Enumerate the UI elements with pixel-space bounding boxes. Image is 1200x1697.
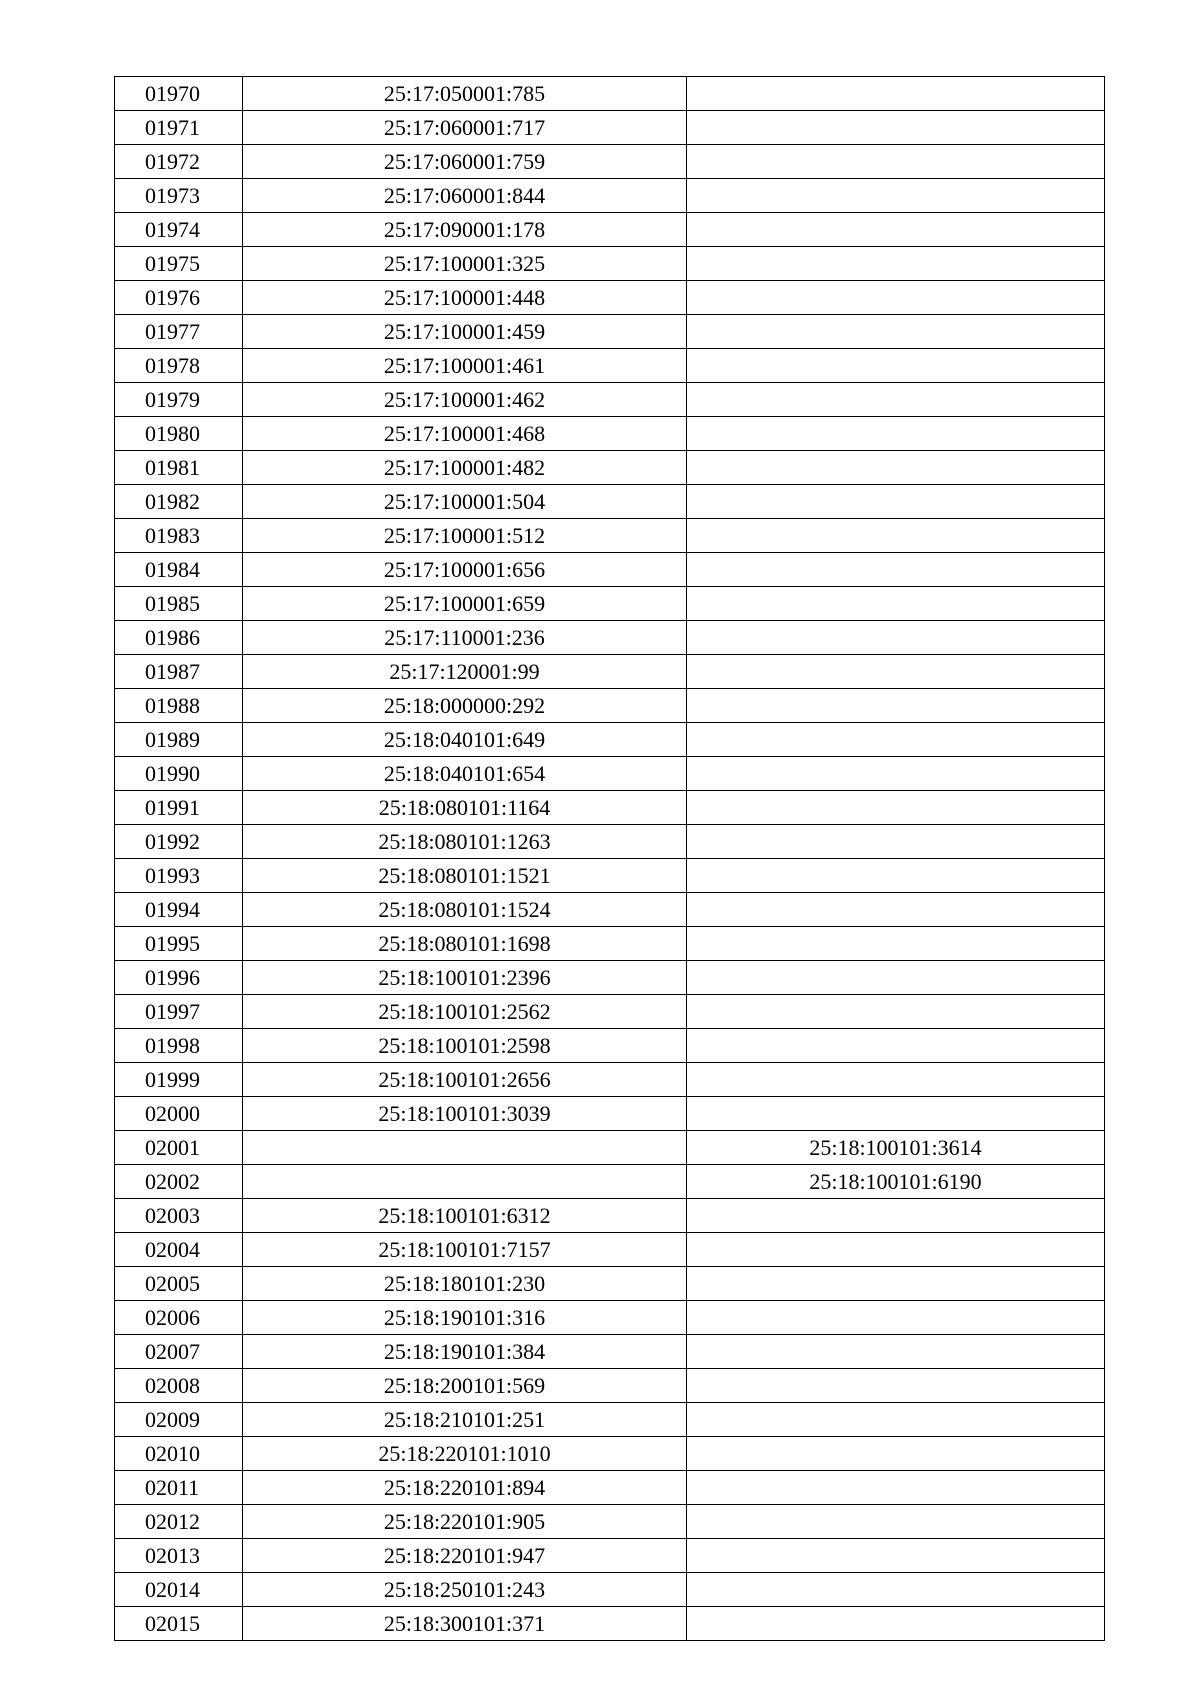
- table-row: [115, 213, 1105, 247]
- cadastral-number-cell: [243, 1131, 687, 1165]
- cadastral-number-cell: 25:18:220101:947: [243, 1539, 687, 1573]
- table-row: [115, 1403, 1105, 1437]
- row-number-cell: 01977: [115, 315, 243, 349]
- additional-cadastral-cell: [687, 1335, 1105, 1369]
- row-number-cell: 02008: [115, 1369, 243, 1403]
- additional-cadastral-cell: [687, 1301, 1105, 1335]
- additional-cadastral-cell: [687, 1063, 1105, 1097]
- cadastral-number-cell: 25:18:220101:1010: [243, 1437, 687, 1471]
- cadastral-number-cell: 25:17:100001:459: [243, 315, 687, 349]
- table-row: [115, 723, 1105, 757]
- additional-cadastral-cell: [687, 179, 1105, 213]
- row-number-cell: 01976: [115, 281, 243, 315]
- row-number-cell: 01992: [115, 825, 243, 859]
- table-row: [115, 145, 1105, 179]
- table-row: [115, 1607, 1105, 1641]
- additional-cadastral-cell: [687, 1403, 1105, 1437]
- additional-cadastral-cell: [687, 1267, 1105, 1301]
- additional-cadastral-cell: [687, 213, 1105, 247]
- cadastral-number-cell: 25:18:080101:1524: [243, 893, 687, 927]
- row-number-cell: 01999: [115, 1063, 243, 1097]
- cadastral-number-cell: 25:18:190101:384: [243, 1335, 687, 1369]
- table-row: [115, 553, 1105, 587]
- cadastral-number-cell: 25:18:100101:7157: [243, 1233, 687, 1267]
- cadastral-number-cell: 25:18:080101:1263: [243, 825, 687, 859]
- additional-cadastral-cell: [687, 1233, 1105, 1267]
- cadastral-number-cell: 25:18:200101:569: [243, 1369, 687, 1403]
- cadastral-number-cell: 25:17:060001:717: [243, 111, 687, 145]
- row-number-cell: 01995: [115, 927, 243, 961]
- table-row: [115, 825, 1105, 859]
- cadastral-number-cell: 25:18:300101:371: [243, 1607, 687, 1641]
- additional-cadastral-cell: [687, 1607, 1105, 1641]
- row-number-cell: 01972: [115, 145, 243, 179]
- table-row: [115, 349, 1105, 383]
- row-number-cell: 01988: [115, 689, 243, 723]
- cadastral-number-cell: [243, 1165, 687, 1199]
- additional-cadastral-cell: [687, 995, 1105, 1029]
- row-number-cell: 02013: [115, 1539, 243, 1573]
- cadastral-number-cell: 25:17:100001:468: [243, 417, 687, 451]
- cadastral-number-cell: 25:17:100001:482: [243, 451, 687, 485]
- additional-cadastral-cell: [687, 791, 1105, 825]
- cadastral-number-cell: 25:17:110001:236: [243, 621, 687, 655]
- row-number-cell: 01970: [115, 77, 243, 111]
- row-number-cell: 02004: [115, 1233, 243, 1267]
- row-number-cell: 01997: [115, 995, 243, 1029]
- additional-cadastral-cell: [687, 587, 1105, 621]
- row-number-cell: 02010: [115, 1437, 243, 1471]
- row-number-cell: 02014: [115, 1573, 243, 1607]
- cadastral-number-cell: 25:18:100101:2598: [243, 1029, 687, 1063]
- additional-cadastral-cell: [687, 247, 1105, 281]
- row-number-cell: 02007: [115, 1335, 243, 1369]
- table-row: [115, 111, 1105, 145]
- row-number-cell: 01998: [115, 1029, 243, 1063]
- additional-cadastral-cell: [687, 1029, 1105, 1063]
- cadastral-number-cell: 25:18:000000:292: [243, 689, 687, 723]
- table-row: [115, 281, 1105, 315]
- cadastral-number-cell: 25:18:080101:1698: [243, 927, 687, 961]
- cadastral-number-cell: 25:18:040101:649: [243, 723, 687, 757]
- row-number-cell: 01991: [115, 791, 243, 825]
- additional-cadastral-cell: [687, 77, 1105, 111]
- additional-cadastral-cell: [687, 655, 1105, 689]
- table-row: [115, 1097, 1105, 1131]
- additional-cadastral-cell: [687, 145, 1105, 179]
- table-row: [115, 179, 1105, 213]
- table-row: [115, 1573, 1105, 1607]
- table-row: [115, 961, 1105, 995]
- cadastral-number-cell: 25:18:100101:2562: [243, 995, 687, 1029]
- table-row: [115, 1199, 1105, 1233]
- additional-cadastral-cell: 25:18:100101:6190: [687, 1165, 1105, 1199]
- table-row: [115, 587, 1105, 621]
- cadastral-number-cell: 25:17:100001:461: [243, 349, 687, 383]
- cadastral-number-cell: 25:18:190101:316: [243, 1301, 687, 1335]
- row-number-cell: 01989: [115, 723, 243, 757]
- table-row: [115, 791, 1105, 825]
- cadastral-number-cell: 25:18:100101:2656: [243, 1063, 687, 1097]
- table-row: [115, 1505, 1105, 1539]
- table-row: [115, 1471, 1105, 1505]
- cadastral-number-cell: 25:18:100101:6312: [243, 1199, 687, 1233]
- table-row: [115, 1335, 1105, 1369]
- table-row: [115, 383, 1105, 417]
- additional-cadastral-cell: 25:18:100101:3614: [687, 1131, 1105, 1165]
- table-row: [115, 519, 1105, 553]
- additional-cadastral-cell: [687, 1505, 1105, 1539]
- additional-cadastral-cell: [687, 485, 1105, 519]
- table-row: [115, 1267, 1105, 1301]
- additional-cadastral-cell: [687, 1437, 1105, 1471]
- row-number-cell: 02015: [115, 1607, 243, 1641]
- additional-cadastral-cell: [687, 1097, 1105, 1131]
- table-row: [115, 77, 1105, 111]
- row-number-cell: 01982: [115, 485, 243, 519]
- row-number-cell: 01994: [115, 893, 243, 927]
- table-row: [115, 927, 1105, 961]
- additional-cadastral-cell: [687, 893, 1105, 927]
- row-number-cell: 01986: [115, 621, 243, 655]
- additional-cadastral-cell: [687, 1199, 1105, 1233]
- row-number-cell: 01974: [115, 213, 243, 247]
- table-row: [115, 417, 1105, 451]
- row-number-cell: 02002: [115, 1165, 243, 1199]
- row-number-cell: 02001: [115, 1131, 243, 1165]
- cadastral-number-cell: 25:18:250101:243: [243, 1573, 687, 1607]
- additional-cadastral-cell: [687, 859, 1105, 893]
- row-number-cell: 01993: [115, 859, 243, 893]
- cadastral-number-cell: 25:18:180101:230: [243, 1267, 687, 1301]
- row-number-cell: 02012: [115, 1505, 243, 1539]
- table-row: [115, 247, 1105, 281]
- additional-cadastral-cell: [687, 689, 1105, 723]
- additional-cadastral-cell: [687, 825, 1105, 859]
- table-row: [115, 1301, 1105, 1335]
- additional-cadastral-cell: [687, 621, 1105, 655]
- row-number-cell: 01996: [115, 961, 243, 995]
- additional-cadastral-cell: [687, 349, 1105, 383]
- additional-cadastral-cell: [687, 451, 1105, 485]
- additional-cadastral-cell: [687, 757, 1105, 791]
- row-number-cell: 01978: [115, 349, 243, 383]
- table-row: [115, 859, 1105, 893]
- cadastral-table: [114, 76, 1105, 1641]
- table-row: [115, 315, 1105, 349]
- cadastral-number-cell: 25:17:100001:659: [243, 587, 687, 621]
- additional-cadastral-cell: [687, 961, 1105, 995]
- row-number-cell: 02000: [115, 1097, 243, 1131]
- cadastral-number-cell: 25:17:090001:178: [243, 213, 687, 247]
- cadastral-number-cell: 25:17:100001:656: [243, 553, 687, 587]
- cadastral-number-cell: 25:18:220101:905: [243, 1505, 687, 1539]
- cadastral-number-cell: 25:18:080101:1521: [243, 859, 687, 893]
- row-number-cell: 02006: [115, 1301, 243, 1335]
- additional-cadastral-cell: [687, 1369, 1105, 1403]
- table-row: [115, 1063, 1105, 1097]
- row-number-cell: 02011: [115, 1471, 243, 1505]
- table-row: [115, 1165, 1105, 1199]
- row-number-cell: 01981: [115, 451, 243, 485]
- row-number-cell: 02009: [115, 1403, 243, 1437]
- cadastral-number-cell: 25:18:210101:251: [243, 1403, 687, 1437]
- cadastral-number-cell: 25:17:100001:504: [243, 485, 687, 519]
- additional-cadastral-cell: [687, 315, 1105, 349]
- additional-cadastral-cell: [687, 383, 1105, 417]
- row-number-cell: 01979: [115, 383, 243, 417]
- cadastral-number-cell: 25:18:220101:894: [243, 1471, 687, 1505]
- row-number-cell: 01971: [115, 111, 243, 145]
- table-body: [115, 77, 1105, 1641]
- cadastral-number-cell: 25:17:100001:325: [243, 247, 687, 281]
- additional-cadastral-cell: [687, 111, 1105, 145]
- cadastral-number-cell: 25:18:100101:2396: [243, 961, 687, 995]
- additional-cadastral-cell: [687, 1539, 1105, 1573]
- additional-cadastral-cell: [687, 281, 1105, 315]
- table-row: [115, 485, 1105, 519]
- row-number-cell: 02005: [115, 1267, 243, 1301]
- additional-cadastral-cell: [687, 417, 1105, 451]
- cadastral-number-cell: 25:18:040101:654: [243, 757, 687, 791]
- row-number-cell: 02003: [115, 1199, 243, 1233]
- additional-cadastral-cell: [687, 553, 1105, 587]
- row-number-cell: 01985: [115, 587, 243, 621]
- table-row: [115, 995, 1105, 1029]
- table-row: [115, 757, 1105, 791]
- table-row: [115, 893, 1105, 927]
- cadastral-number-cell: 25:17:060001:759: [243, 145, 687, 179]
- row-number-cell: 01987: [115, 655, 243, 689]
- row-number-cell: 01984: [115, 553, 243, 587]
- row-number-cell: 01990: [115, 757, 243, 791]
- table-row: [115, 451, 1105, 485]
- cadastral-number-cell: 25:17:050001:785: [243, 77, 687, 111]
- table-row: [115, 689, 1105, 723]
- cadastral-number-cell: 25:17:100001:462: [243, 383, 687, 417]
- cadastral-number-cell: 25:18:100101:3039: [243, 1097, 687, 1131]
- cadastral-number-cell: 25:17:060001:844: [243, 179, 687, 213]
- row-number-cell: 01980: [115, 417, 243, 451]
- additional-cadastral-cell: [687, 723, 1105, 757]
- table-row: [115, 1029, 1105, 1063]
- additional-cadastral-cell: [687, 1471, 1105, 1505]
- table-row: [115, 1369, 1105, 1403]
- row-number-cell: 01973: [115, 179, 243, 213]
- additional-cadastral-cell: [687, 1573, 1105, 1607]
- additional-cadastral-cell: [687, 519, 1105, 553]
- table-row: [115, 1539, 1105, 1573]
- cadastral-number-cell: 25:17:120001:99: [243, 655, 687, 689]
- additional-cadastral-cell: [687, 927, 1105, 961]
- table-row: [115, 621, 1105, 655]
- table-row: [115, 1131, 1105, 1165]
- row-number-cell: 01975: [115, 247, 243, 281]
- row-number-cell: 01983: [115, 519, 243, 553]
- table-row: [115, 1437, 1105, 1471]
- table-row: [115, 1233, 1105, 1267]
- table-row: [115, 655, 1105, 689]
- cadastral-number-cell: 25:18:080101:1164: [243, 791, 687, 825]
- cadastral-number-cell: 25:17:100001:448: [243, 281, 687, 315]
- cadastral-number-cell: 25:17:100001:512: [243, 519, 687, 553]
